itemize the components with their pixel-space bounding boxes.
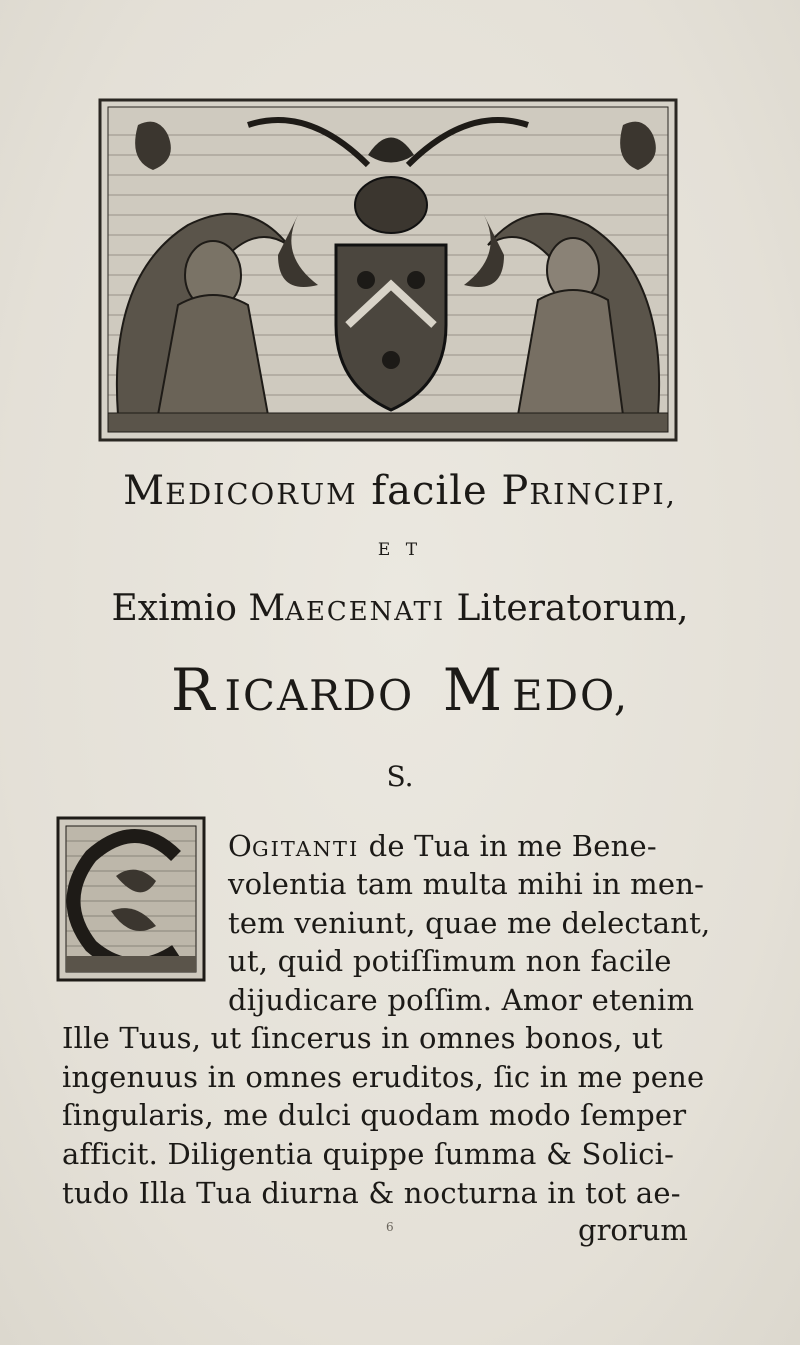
text-line: ut, quid potiſſimum non facile	[228, 944, 672, 978]
dedication-line-eximio: Eximio MAECENATI Literatorum,	[111, 588, 689, 629]
dedication-line-ricardo-medo: RICARDO MEDO,	[170, 656, 630, 724]
text-line: dijudicare poſſim. Amor etenim	[228, 983, 695, 1017]
text-line: OGITANTI de Tua in me Bene-	[228, 829, 657, 863]
text-line: tudo Illa Tua diurna & nocturna in tot ae-	[62, 1176, 681, 1210]
signature-mark: 6	[386, 1220, 394, 1234]
text-line: Ille Tuus, ut ſincerus in omnes bonos, ut	[62, 1021, 663, 1055]
text-line: tem veniunt, quae me delectant,	[228, 906, 711, 940]
engraved-headpiece-coat-of-arms-icon	[98, 95, 680, 445]
text-line: ſingularis, me dulci quodam modo ſemper	[62, 1098, 687, 1132]
text-line: afficit. Diligentia quippe ſumma & Solici-	[62, 1137, 675, 1171]
dedication-line-s: S.	[386, 760, 414, 793]
text-line: ingenuus in omnes eruditos, ſic in me pene	[62, 1060, 705, 1094]
decorated-initial-c-icon	[56, 816, 206, 984]
dedication-line-medicorum: MEDICORUM facile PRINCIPI,	[123, 468, 677, 514]
text-line: volentia tam multa mihi in men-	[228, 867, 705, 901]
catchword: grorum	[578, 1213, 688, 1247]
dedication-line-et: E T	[377, 540, 423, 560]
